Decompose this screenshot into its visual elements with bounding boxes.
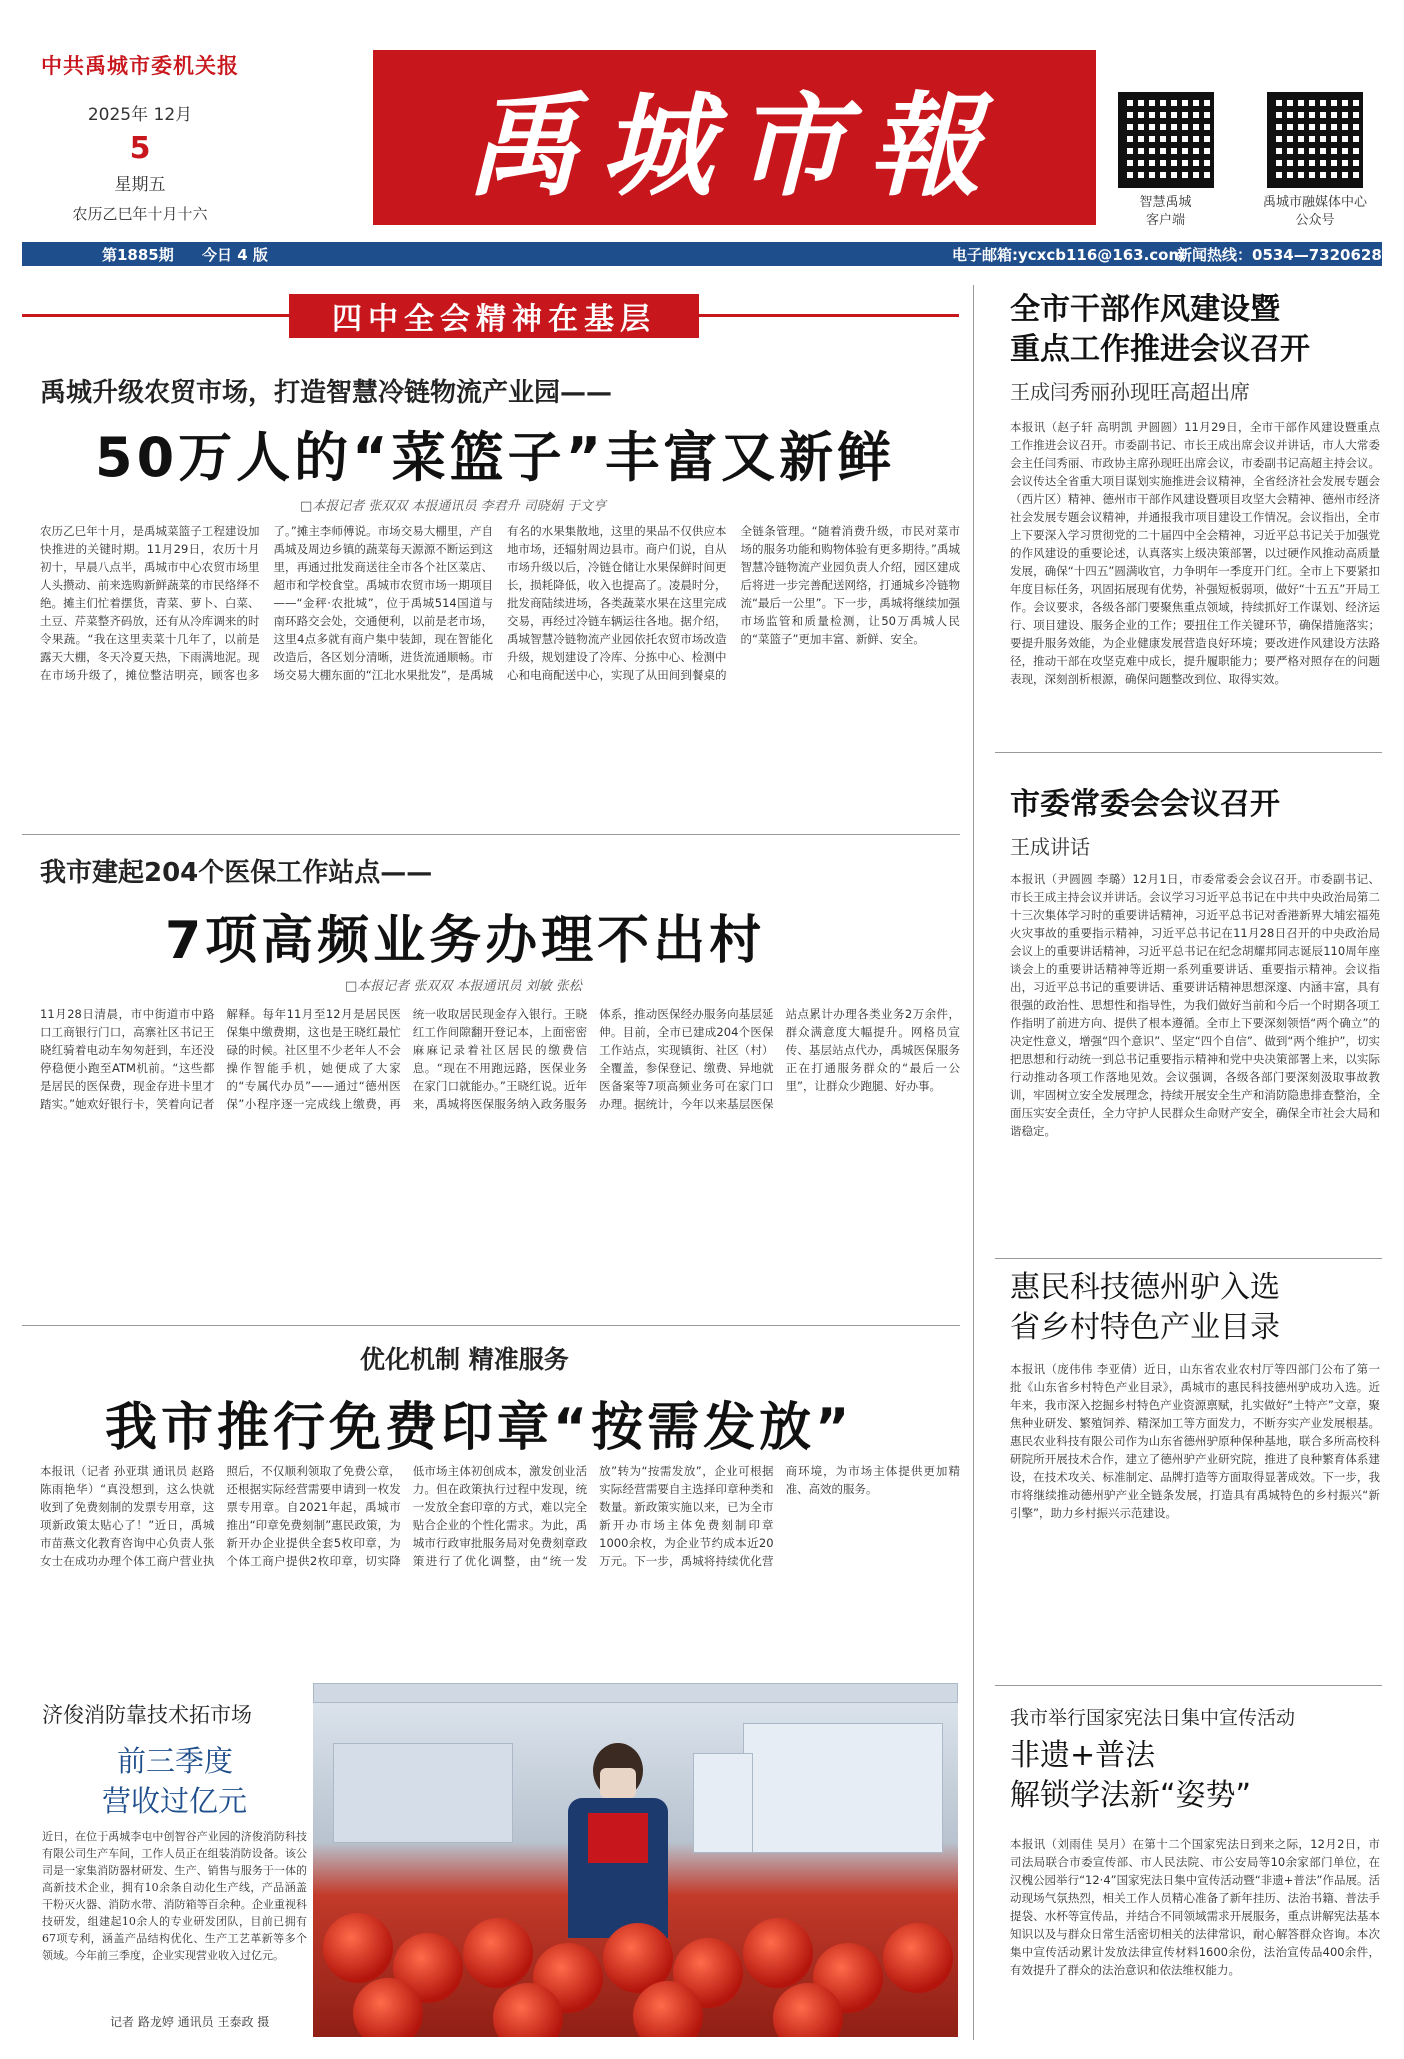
story2-headline[interactable]: 7项高频业务办理不出村 [165,911,766,971]
story2-byline: □本报记者 张双双 本报通讯员 刘敏 张松 [345,979,582,994]
right-story1-headline-1[interactable]: 全市干部作风建设暨 [1010,292,1280,327]
photo-credit: 记者 路龙婷 通讯员 王泰政 摄 [110,2015,270,2029]
worker-figure [558,1743,678,1943]
issue-weekday: 星期五 [114,175,166,195]
story1-headline[interactable]: 50万人的“菜篮子”丰富又新鲜 [95,426,896,489]
qr-code-icon [1267,92,1363,188]
right-story1-subhead: 王成闫秀丽孙现旺高超出席 [1010,380,1250,404]
qr-app-caption-2: 客户端 [1145,213,1185,228]
news-hotline: 新闻热线：0534—7320628 [1177,246,1382,264]
right-story1 [1010,290,1390,405]
issue-number: 第1885期 [102,246,174,264]
photo-story-box [22,1683,312,2037]
story2-kicker: 我市建起204个医保工作站点—— [40,858,433,888]
story2-body: 11月28日清晨，市中街道市中路口工商银行门口，高寨社区书记王晓红骑着电动车匆匆赶到，车还没停稳便小跑至ATM机前。“这些都是居民的医保费，现金存进卡里才踏实。”她欢好银行卡，笑着向记者解释。每年11月至12月是居民医保集中缴费期，这也是王晓红最忙碌的时候。社区里不少老年人不会操作智能手机，她便成了大家的“专属代办员”——通过“德州医保”小程序逐一完成线上缴费，再统一收取居民现金存入银行。王晓红工作间隙翻开登记本，上面密密麻麻记录着社区居民的缴费信息。“现在不用跑远路，医保业务在家门口就能办。”王晓红说。近年来，禹城将医保服务纳入政务服务体系，推动医保经办服务向基层延伸。目前，全市已建成204个医保工作站点，实现镇街、社区（村）全覆盖，参保登记、缴费、异地就医备案等7项高频业务可在家门口办理。据统计，今年以来基层医保站点累计办理各类业务2万余件，群众满意度大幅提升。网格员宣传、基层站点代办，禹城医保服务正在打通服务群众的“最后一公里”，让群众少跑腿、好办事。 [40,1007,960,1111]
qr-app[interactable] [1103,92,1228,230]
divider [22,1325,960,1326]
lunar-date: 农历乙巳年十月十六 [72,205,208,223]
story3-body: 本报讯（记者 孙亚琪 通讯员 赵路 陈雨艳华）“真没想到，这么快就收到了免费刻制的发票专用章，这项新政策太贴心了！”近日，禹城市苗燕文化教育咨询中心负责人张女士在成功办理个体工商户营业执照后，不仅顺利领取了免费公章，还根据实际经营需要申请到一枚发票专用章。自2021年起，禹城市推出“印章免费刻制”惠民政策，为新开办企业提供全套5枚印章，为个体工商户提供2枚印章，切实降低市场主体初创成本，激发创业活力。但在政策执行过程中发现，统一发放全套印章的方式，难以完全贴合企业的个性化需求。为此，禹城市行政审批服务局对免费刻章政策进行了优化调整，由“统一发放”转为“按需发放”，企业可根据实际经营需要自主选择印章种类和数量。新政策实施以来，已为全市新开办市场主体免费刻制印章1000余枚，为企业节约成本近20万元。下一步，禹城将持续优化营商环境，为市场主体提供更加精准、高效的服务。 [40,1464,960,1568]
right-story4-body: 本报讯（刘雨佳 吴月）在第十二个国家宪法日到来之际，12月2日，市司法局联合市委宣传部、市人民法院、市公安局等10余家部门单位，在汉槐公园举行“12·4”国家宪法日集中宣传活动暨“非遗+普法”作品展。活动现场气氛热烈，相关工作人员精心准备了新年挂历、法治书籍、普法手提袋、水杯等宣传品，并结合不同领域需求开展服务，重点讲解宪法基本知识以及与群众日常生活密切相关的法律常识，耐心解答群众咨询。本次集中宣传活动累计发放法律宣传材料1600余份，法治宣传品400余件，有效提升了群众的法治意识和依法维权能力。 [1010,1837,1380,1977]
story1-kicker: 禹城升级农贸市场，打造智慧冷链物流产业园—— [40,378,613,408]
paper-name: 禹城市報 [466,81,1003,212]
right-story1-headline-2[interactable]: 重点工作推进会议召开 [1010,332,1310,367]
factory-photo [313,1683,958,2037]
divider [995,1258,1382,1259]
publisher-label: 中共禹城市委机关报 [41,54,239,78]
right-story3-body: 本报讯（庞伟伟 李亚倩）近日，山东省农业农村厅等四部门公布了第一批《山东省乡村特色产业目录》，禹城市的惠民科技德州驴成功入选。近年来，我市深入挖掘乡村特色产业资源禀赋，扎实做好“土特产”文章，聚焦种业研发、繁殖饲养、精深加工等方面发力，不断夯实产业发展根基。惠民农业科技有限公司作为山东省德州驴原种保种基地，联合多所高校科研院所开展技术合作，建立了德州驴产业研究院，推进了良种繁育体系建设，在技术攻关、标准制定、品牌打造等方面取得显著成效。下一步，我市将继续推动德州驴产业全链条发展，打造具有禹城特色的乡村振兴“新引擎”，助力乡村振兴示范建设。 [1010,1362,1380,1520]
section-banner-text: 四中全会精神在基层 [332,302,656,337]
qr-app-caption-1: 智慧禹城 [1139,195,1192,210]
divider [995,1685,1382,1686]
divider [22,834,960,835]
paper-logo [373,50,1096,225]
issue-day: 5 [129,131,151,166]
email-address[interactable]: 电子邮箱:ycxcb116@163.com [952,246,1185,264]
divider [995,752,1382,753]
column-divider [973,285,974,2040]
qr-account-caption-1: 禹城市融媒体中心 [1262,195,1367,210]
right-story3-headline-2[interactable]: 省乡村特色产业目录 [1010,1310,1280,1345]
right-story4-headline-2[interactable]: 解锁学法新“姿势” [1010,1778,1252,1813]
qr-official-account[interactable] [1240,92,1390,230]
right-story3 [1010,1268,1390,1348]
photo-story-headline-2[interactable]: 营收过亿元 [102,1784,248,1818]
photo-story-body: 近日，在位于禹城李屯中创智谷产业园的济俊消防科技有限公司生产车间，工作人员正在组装消防设备。该公司是一家集消防器材研发、生产、销售与服务于一体的高新技术企业，拥有10余条自动化生产线，产品涵盖干粉灭火器、消防水带、消防箱等百余种。企业重视科技研发，组建起10余人的专业研发团队，目前已拥有67项专利，涵盖产品结构优化、生产工艺革新等多个领域。今年前三季度，企业实现营业收入过亿元。 [42,1830,307,1962]
right-story2-body: 本报讯（尹圆圆 李璐）12月1日，市委常委会会议召开。市委副书记、市长王成主持会议并讲话。会议学习习近平总书记在中共中央政治局第二十三次集体学习时的重要讲话精神，习近平总书记对香港新界大埔宏福苑火灾事故的重要指示精神，习近平总书记在11月28日召开的中央政治局会议上的重要讲话精神，习近平总书记在纪念胡耀邦同志诞辰110周年座谈会上的重要讲话精神等近期一系列重要讲话、重要指示精神。会议指出，习近平总书记的重要讲话、重要讲话精神思想深邃、内涵丰富，具有很强的政治性、思想性和指导性，为我们做好当前和今后一个时期各项工作指明了前进方向、提供了根本遵循。全市上下要深刻领悟“两个确立”的决定性意义，增强“四个意识”、坚定“四个自信”、做到“两个维护”，切实把思想和行动统一到总书记重要指示精神和党中央决策部署上来，以实际行动推动各项工作落地见效。会议强调，各级各部门要深刻汲取事故教训，牢固树立安全发展理念，持续开展安全生产和消防隐患排查整治，全面压实安全责任，全力守护人民群众生命财产安全，确保全市社会大局和谐稳定。 [1010,872,1380,1138]
masthead-info [20,50,260,224]
qr-code-icon [1118,92,1214,188]
section-banner [289,294,699,338]
right-story4-kicker: 我市举行国家宪法日集中宣传活动 [1010,1707,1296,1729]
right-story3-headline-1[interactable]: 惠民科技德州驴入选 [1010,1270,1280,1305]
info-bar [22,242,1382,266]
story3-kicker: 优化机制 精准服务 [360,1345,569,1374]
right-story2-headline[interactable]: 市委常委会会议召开 [1010,787,1280,822]
page-count: 今日 4 版 [202,246,268,264]
issue-date: 2025年 12月 [87,105,193,125]
banner-rule-left [22,314,289,317]
right-story2 [1010,785,1390,860]
qr-account-caption-2: 公众号 [1295,213,1335,228]
right-story4-headline-1[interactable]: 非遗+普法 [1010,1738,1156,1773]
story1-body: 农历乙巳年十月，是禹城菜篮子工程建设加快推进的关键时期。11月29日，农历十月初十，早晨八点半，禹城市中心农贸市场里人头攒动、前来选购新鲜蔬菜的市民络绎不绝。摊主们忙着摆货，青菜、萝卜、白菜、土豆、芹菜整齐码放，还有从冷库调来的时令果蔬。“我在这里卖菜十几年了，以前是露天大棚，冬天冷夏天热，下雨满地泥。现在市场升级了，摊位整洁明亮，顾客也多了。”摊主李师傅说。市场交易大棚里，产自禹城及周边乡镇的蔬菜每天源源不断运到这里，再通过批发商送往全市各个社区菜店、超市和学校食堂。禹城市农贸市场一期项目——“金秤·农批城”，位于禹城514国道与南环路交会处，交通便利，以前是老市场，这里4点多就有商户集中装卸，现在智能化改造后，各区划分清晰，进货流通顺畅。市场交易大棚东面的“江北水果批发”，是禹城有名的水果集散地，这里的果品不仅供应本地市场，还辐射周边县市。商户们说，自从市场升级以后，冷链仓储让水果保鲜时间更长，损耗降低，收入也提高了。凌晨时分，批发商陆续进场，各类蔬菜水果在这里完成交易，再经过冷链车辆运往各地。据介绍，禹城智慧冷链物流产业园依托农贸市场改造升级，规划建设了冷库、分拣中心、检测中心和电商配送中心，实现了从田间到餐桌的全链条管理。“随着消费升级，市民对菜市场的服务功能和购物体验有更多期待。”禹城智慧冷链物流产业园负责人介绍，园区建成后将进一步完善配送网络，打通城乡冷链物流“最后一公里”。下一步，禹城将继续加强市场监管和质量检测，让50万禹城人民的“菜篮子”更加丰富、新鲜、安全。 [40,524,960,682]
banner-rule-right [699,314,959,317]
story3-headline[interactable]: 我市推行免费印章“按需发放” [105,1398,854,1458]
right-story1-body: 本报讯（赵子轩 高明凯 尹圆圆）11月29日，全市干部作风建设暨重点工作推进会议召开。市委副书记、市长王成出席会议并讲话，市人大常委会主任闫秀丽、市政协主席孙现旺出席会议，市委副书记高超主持会议。会议传达全省重大项目谋划实施推进会议精神，全省经济社会发展专题会（西片区）精神、德州市干部作风建设暨项目攻坚大会精神、德州市经济社会发展专题会议精神，并通报我市项目建设工作情况。会议指出，全市上下要深入学习贯彻党的二十届四中全会精神，习近平总书记关于加强党的作风建设的重要论述，认真落实上级决策部署，以过硬作风推动高质量发展，确保“十四五”圆满收官，力争明年一季度开门红。全市上下要紧扣年度目标任务，巩固拓展现有优势，补强短板弱项，做好“十五五”开局工作。会议要求，各级各部门要聚焦重点领域，持续抓好工作谋划、经济运行、项目建设、服务企业的工作；要扭住工作关键环节，确保措施落实；要提升服务效能，为企业健康发展营造良好环境；要改进作风建设方法路径，推动干部在攻坚克难中成长，提升履职能力；要严格对照存在的问题表现，深刻剖析根源，确保问题整改到位、取得实效。 [1010,420,1380,686]
photo-story-title: 济俊消防靠技术拓市场 [42,1703,252,1727]
photo-story-headline-1[interactable]: 前三季度 [117,1744,234,1778]
right-story2-subhead: 王成讲话 [1010,835,1090,859]
story1-byline: □本报记者 张双双 本报通讯员 李君升 司晓娟 于文亨 [300,499,606,514]
right-story4 [1010,1703,1390,1816]
